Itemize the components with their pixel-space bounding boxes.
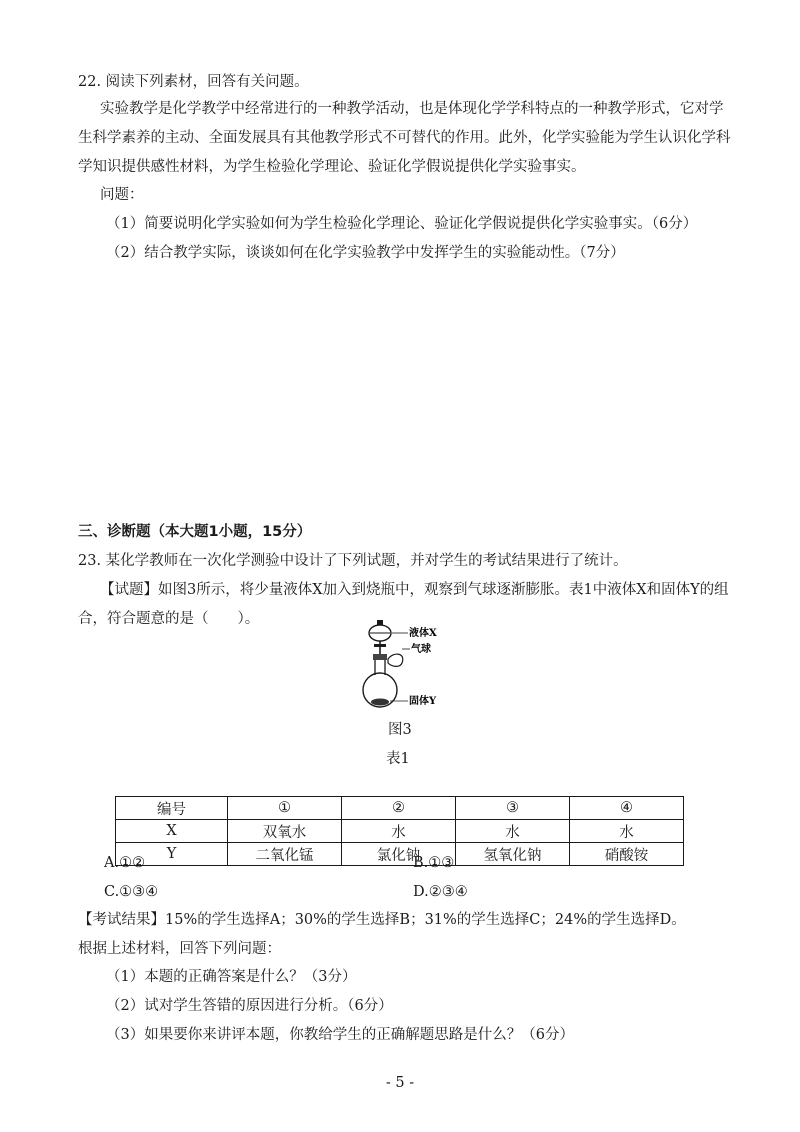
table-cell: 双氧水 xyxy=(228,820,342,843)
option-a: A.①② xyxy=(104,855,146,871)
figure-caption: 图3 xyxy=(388,722,412,738)
table-cell: 氢氧化钠 xyxy=(455,843,569,866)
table-row-x xyxy=(116,820,684,843)
q23-title: 23. 某化学教师在一次化学测验中设计了下列试题，并对学生的考试结果进行了统计。 xyxy=(78,553,628,569)
q22-paragraph-line-3: 学知识提供感性材料，为学生检验化学理论、验证化学假说提供化学实验事实。 xyxy=(78,159,586,175)
q23-sub-question-1: （1）本题的正确答案是什么？（3分） xyxy=(106,969,357,985)
table-header-row xyxy=(116,797,684,820)
q22-sub-question-2: （2）结合教学实际，谈谈如何在化学实验教学中发挥学生的实验能动性。（7分） xyxy=(106,245,625,261)
table-cell: 水 xyxy=(569,820,683,843)
table-cell: ② xyxy=(342,797,456,820)
q22-question-label: 问题： xyxy=(100,187,144,203)
q23-trial-line-2: 合，符合题意的是（ ）。 xyxy=(78,611,260,627)
table-row-y xyxy=(116,843,684,866)
q23-sub-question-2: （2）试对学生答错的原因进行分析。（6分） xyxy=(106,998,393,1014)
option-b: B.①③ xyxy=(413,855,455,871)
flask-apparatus-figure xyxy=(350,615,460,710)
table-cell: ① xyxy=(228,797,342,820)
figure-label-solid-y: 固体Y xyxy=(409,696,437,707)
table-cell: ④ xyxy=(569,797,683,820)
table-cell: 水 xyxy=(455,820,569,843)
combination-table xyxy=(115,796,684,866)
q22-sub-question-1: （1）简要说明化学实验如何为学生检验化学理论、验证化学假说提供化学实验事实。（6分） xyxy=(106,216,698,232)
table-cell: 二氧化锰 xyxy=(228,843,342,866)
table-cell: X xyxy=(116,820,228,843)
q22-paragraph-line-1: 实验教学是化学教学中经常进行的一种教学活动，也是体现化学学科特点的一种教学形式，它对学 xyxy=(100,101,724,117)
option-d: D.②③④ xyxy=(413,884,468,900)
table-cell: 编号 xyxy=(116,797,228,820)
balloon-icon xyxy=(388,654,403,666)
table-cell: 硝酸铵 xyxy=(569,843,683,866)
exam-result: 【考试结果】15%的学生选择A；30%的学生选择B；31%的学生选择C；24%的学生选择D。 xyxy=(78,912,686,928)
table-cell: ③ xyxy=(455,797,569,820)
figure-label-balloon: 气球 xyxy=(411,644,431,655)
figure-label-liquid-x: 液体X xyxy=(409,628,437,639)
q23-trial-line-1: 【试题】如图3所示，将少量液体X加入到烧瓶中，观察到气球逐渐膨胀。表1中液体X和固体Y的组 xyxy=(100,582,729,598)
table-cell: 水 xyxy=(342,820,456,843)
q22-title: 22. 阅读下列素材，回答有关问题。 xyxy=(78,74,309,90)
q22-paragraph-line-2: 生科学素养的主动、全面发展具有其他教学形式不可替代的作用。此外，化学实验能为学生认识化学科 xyxy=(78,130,731,146)
table-cell: 氯化钠 xyxy=(342,843,456,866)
option-c: C.①③④ xyxy=(104,884,159,900)
table-caption: 表1 xyxy=(386,751,410,767)
table-cell: Y xyxy=(116,843,228,866)
page-number: - 5 - xyxy=(385,1075,415,1091)
q23-sub-question-3: （3）如果要你来讲评本题，你教给学生的正确解题思路是什么？（6分） xyxy=(106,1027,574,1043)
section-3-heading: 三、诊断题（本大题1小题，15分） xyxy=(78,524,312,540)
q23-prompt: 根据上述材料，回答下列问题： xyxy=(78,941,281,957)
